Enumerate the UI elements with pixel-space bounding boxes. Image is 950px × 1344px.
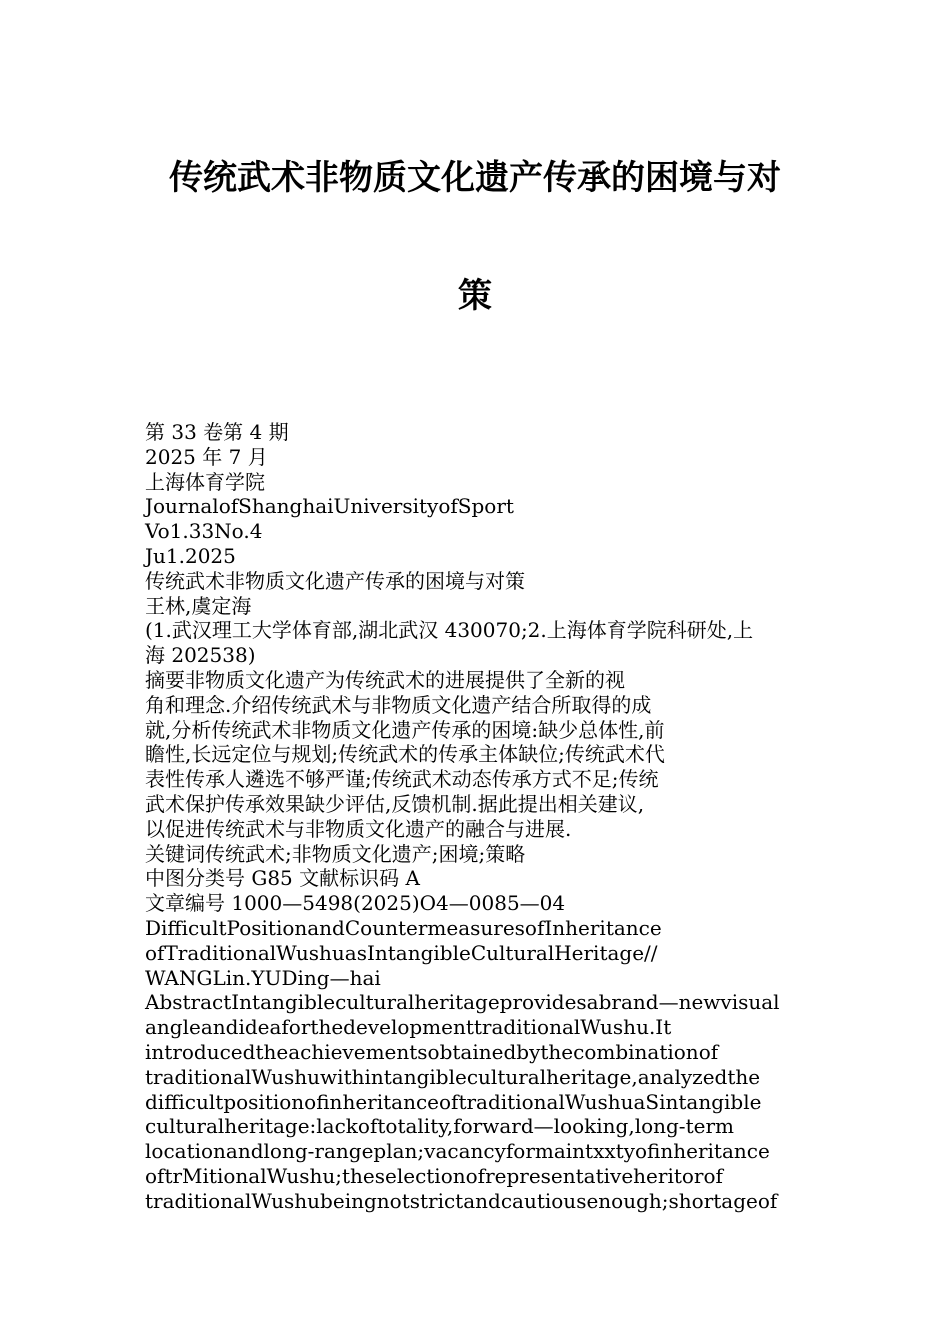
document-title-line-2: 策 bbox=[458, 276, 492, 316]
body-text-line: (1.武汉理工大学体育部,湖北武汉 430070;2.上海体育学院科研处,上 bbox=[145, 618, 754, 643]
body-text-line: Ju1.2025 bbox=[145, 543, 236, 568]
body-text-line: 第 33 卷第 4 期 bbox=[145, 420, 289, 444]
body-text-line: 王林,虞定海 bbox=[145, 593, 252, 618]
body-text-line: 表性传承人遴选不够严谨;传统武术动态传承方式不足;传统 bbox=[145, 767, 659, 792]
body-text-line: 文章编号 1000—5498(2025)O4—0085—04 bbox=[145, 891, 566, 916]
body-text-line: WANGLin.YUDing—hai bbox=[145, 965, 381, 990]
body-text-line: 传统武术非物质文化遗产传承的困境与对策 bbox=[145, 568, 525, 593]
body-text-line: introducedtheachievementsobtainedbythecombinationof bbox=[145, 1039, 719, 1064]
document-body bbox=[145, 420, 845, 1214]
body-text-line: 2025 年 7 月 bbox=[145, 444, 268, 469]
body-text-line: Vo1.33No.4 bbox=[145, 519, 263, 544]
body-text-line: 就,分析传统武术非物质文化遗产传承的困境:缺少总体性,前 bbox=[145, 717, 665, 742]
body-text-line: JournalofShanghaiUniversityofSport bbox=[145, 494, 514, 519]
body-text-line: AbstractIntangibleculturalheritageprovidesabrand—newvisual bbox=[145, 990, 780, 1015]
body-text-line: 瞻性,长远定位与规划;传统武术的传承主体缺位;传统武术代 bbox=[145, 742, 665, 767]
body-text-line: 角和理念.介绍传统武术与非物质文化遗产结合所取得的成 bbox=[145, 692, 652, 717]
body-text-line: locationandlong-rangeplan;vacancyformaintxxtyofinheritance bbox=[145, 1139, 770, 1164]
body-text-line: oftrMitionalWushu;theselectionofrepresentativeheritorof bbox=[145, 1163, 723, 1188]
body-text-line: angleandideaforthedevelopmenttraditionalWushu.It bbox=[145, 1015, 672, 1040]
body-text-line: DifficultPositionandCountermeasuresofInheritance bbox=[145, 915, 662, 940]
body-text-line: ofTraditionalWushuasIntangibleCulturalHeritage// bbox=[145, 940, 658, 965]
body-text-line: traditionalWushuwithintangibleculturalheritage,analyzedthe bbox=[145, 1064, 761, 1089]
body-text-line: 摘要非物质文化遗产为传统武术的进展提供了全新的视 bbox=[145, 667, 625, 692]
body-text-line: traditionalWushubeingnotstrictandcautiousenough;shortageof bbox=[145, 1188, 778, 1213]
body-text-line: difficultpositionofinheritanceoftraditionalWushuaSintangible bbox=[145, 1089, 762, 1114]
body-text-line: 中图分类号 G85 文献标识码 A bbox=[145, 866, 420, 891]
body-text-line: 上海体育学院 bbox=[145, 469, 265, 494]
body-text-line: culturalheritage:lackoftotality,forward—looking,long-term bbox=[145, 1114, 734, 1139]
body-text-line: 海 202538) bbox=[145, 643, 256, 668]
body-text-line: 关键词传统武术;非物质文化遗产;困境;策略 bbox=[145, 841, 526, 866]
body-text-line: 武术保护传承效果缺少评估,反馈机制.据此提出相关建议, bbox=[145, 791, 645, 816]
document-title-line-1: 传统武术非物质文化遗产传承的困境与对 bbox=[169, 158, 781, 198]
body-text-line: 以促进传统武术与非物质文化遗产的融合与进展. bbox=[145, 816, 572, 841]
